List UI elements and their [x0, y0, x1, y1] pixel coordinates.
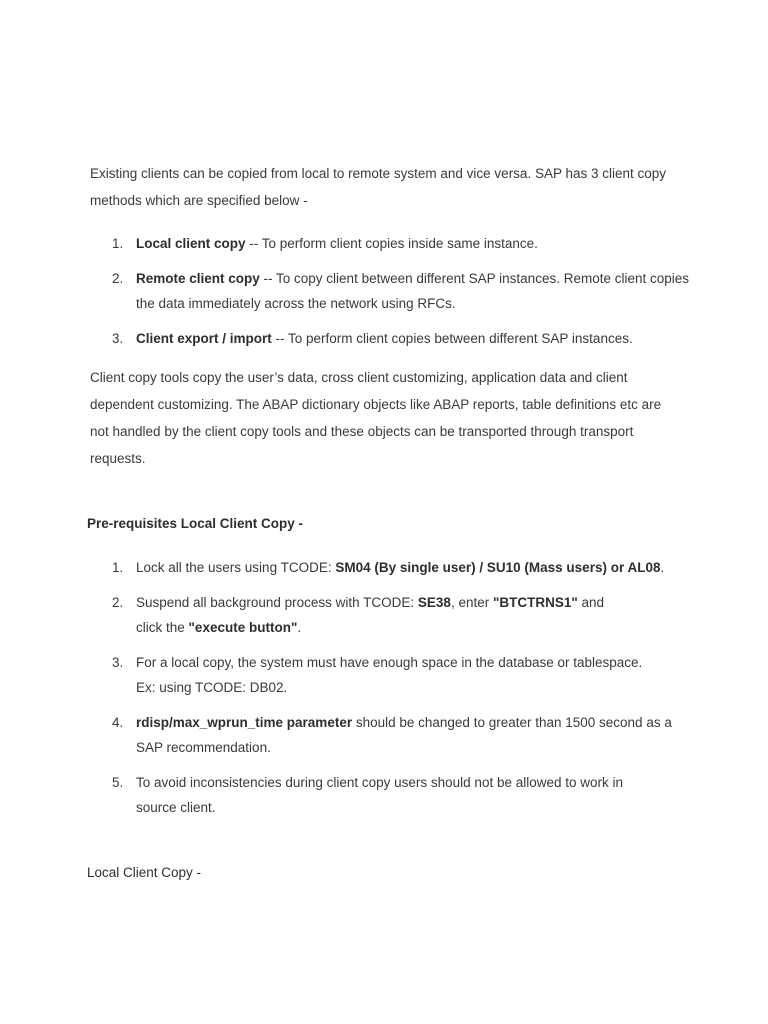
punctuation: .	[660, 560, 665, 575]
prereq-text: Suspend all background process with TCODE:	[136, 595, 418, 610]
method-description: -- To perform client copies between different SAP instances.	[271, 331, 633, 346]
method-title: Client export / import	[136, 331, 272, 346]
list-number: 5.	[112, 775, 124, 790]
prereq-text: , enter	[450, 595, 493, 610]
method-item-3	[112, 326, 692, 351]
prereq-text: and click the	[136, 595, 605, 635]
program-name: "BTCTRNS1"	[492, 595, 578, 610]
prereq-text: Lock all the users using TCODE:	[136, 560, 336, 575]
prereq-example: Ex: using TCODE: DB02.	[136, 680, 288, 695]
prereq-text: To avoid inconsistencies during client copy users should not be allowed to work in source client.	[136, 775, 624, 815]
prereq-item-1	[112, 555, 692, 580]
method-item-1	[112, 231, 692, 256]
button-reference: "execute button"	[188, 620, 298, 635]
list-number: 3.	[112, 655, 124, 670]
list-number: 2.	[112, 595, 124, 610]
method-title: Remote client copy	[136, 271, 260, 286]
method-item-2	[112, 266, 692, 316]
tcode-text: SM04 (By single user) / SU10 (Mass users) or AL08	[335, 560, 661, 575]
prereq-text: For a local copy, the system must have enough space in the database or tablespace.	[136, 655, 643, 670]
prereq-item-5	[112, 770, 652, 820]
list-number: 3.	[112, 331, 124, 346]
prereq-item-3	[112, 650, 692, 700]
parameter-name: rdisp/max_wprun_time parameter	[136, 715, 353, 730]
tcode-text: SE38	[417, 595, 451, 610]
intro-paragraph: Existing clients can be copied from local to remote system and vice versa. SAP has 3 client copy methods which are specified below -	[90, 166, 667, 208]
prereq-item-2	[112, 590, 632, 640]
method-title: Local client copy	[136, 236, 246, 251]
punctuation: .	[297, 620, 302, 635]
prereq-text: should be changed to greater than 1500 second as a SAP recommendation.	[136, 715, 672, 755]
tools-paragraph: Client copy tools copy the user’s data, cross client customizing, application data and client dependent customizing. The ABAP dictionary objects like ABAP reports, table definitions etc are not handled by the client copy tools and these objects can be transported through transport requests.	[90, 370, 662, 466]
list-number: 4.	[112, 715, 124, 730]
prereq-heading: Pre-requisites Local Client Copy -	[87, 516, 304, 531]
list-number: 1.	[112, 236, 124, 251]
list-number: 2.	[112, 271, 124, 286]
prereq-item-4	[112, 710, 682, 760]
local-client-copy-heading: Local Client Copy -	[87, 865, 202, 880]
list-number: 1.	[112, 560, 124, 575]
method-description: -- To perform client copies inside same instance.	[245, 236, 538, 251]
method-description: -- To copy client between different SAP instances. Remote client copies the data immediately across the network using RFCs.	[136, 271, 690, 311]
